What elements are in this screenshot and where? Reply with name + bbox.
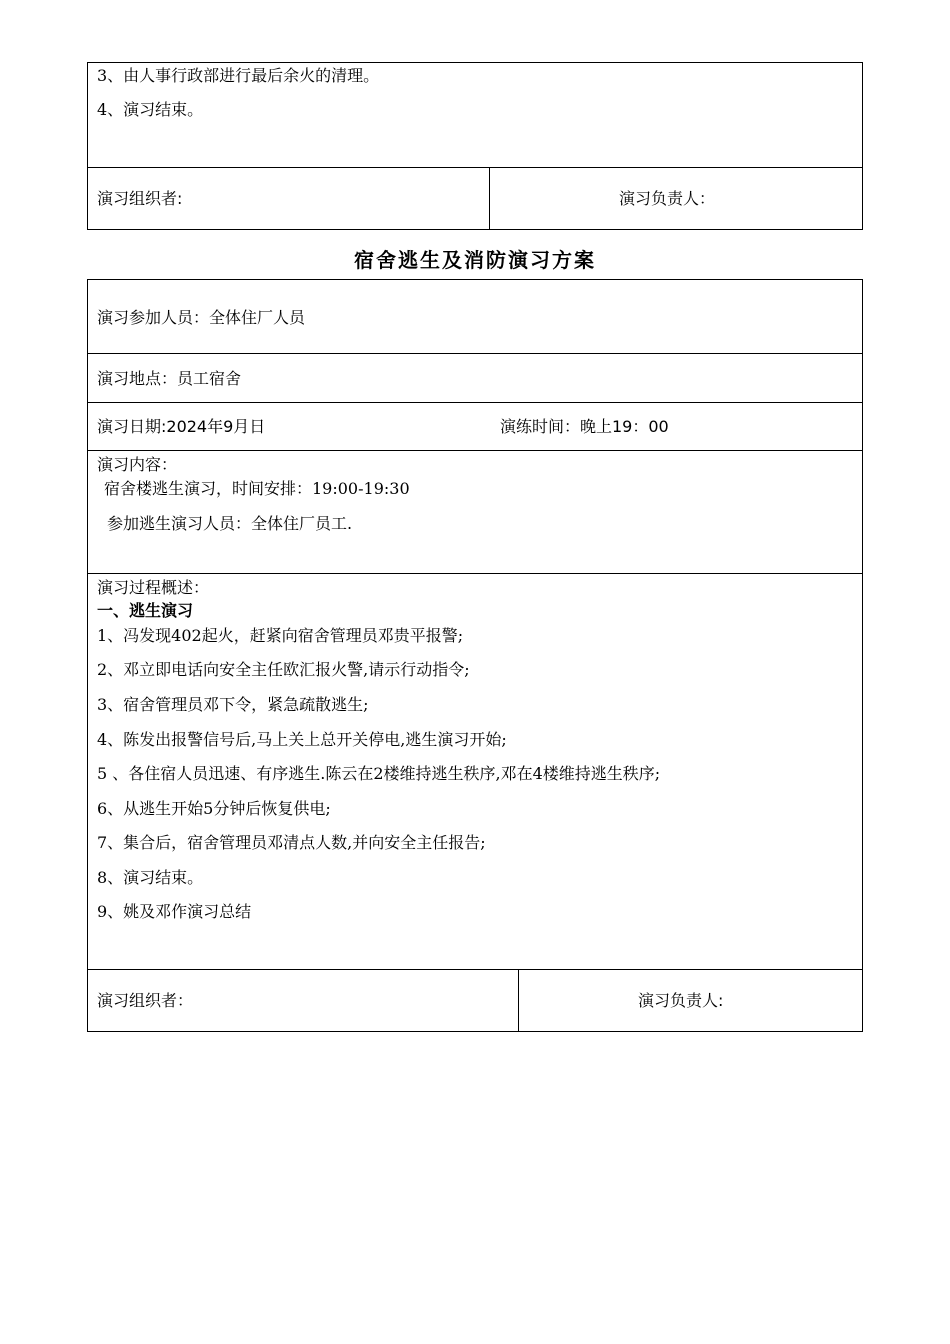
responsible-label: 演习负责人:: [638, 991, 724, 1010]
organizer-label: 演习组织者：: [97, 991, 194, 1010]
row-divider-3: [87, 450, 863, 451]
drill-time: 演练时间：晚上19：00: [500, 417, 669, 436]
process-step-5: 5 、各住宿人员迅速、有序逃生.陈云在2楼维持逃生秩序,邓在4楼维持逃生秩序;: [97, 764, 661, 783]
signature-divider: [518, 969, 519, 1031]
process-step-9: 9、姚及邓作演习总结: [97, 902, 252, 921]
process-label: 演习过程概述：: [97, 578, 210, 597]
row-divider-2: [87, 402, 863, 403]
top-step-3: 3、由人事行政部进行最后余火的清理。: [97, 66, 380, 85]
content-line-2: 参加逃生演习人员：全体住厂员工.: [107, 514, 353, 533]
page-title: 宿舍逃生及消防演习方案: [354, 248, 596, 272]
top-table-divider: [87, 167, 863, 168]
row-divider-1: [87, 353, 863, 354]
process-step-3: 3、宿舍管理员邓下令，紧急疏散逃生;: [97, 695, 369, 714]
row-divider-5: [87, 969, 863, 970]
top-table-signature-divider: [489, 167, 490, 229]
top-step-4: 4、演习结束。: [97, 100, 204, 119]
section-heading: 一、逃生演习: [97, 601, 194, 620]
process-step-8: 8、演习结束。: [97, 868, 204, 887]
location: 演习地点：员工宿舍: [97, 369, 242, 388]
process-step-4: 4、陈发出报警信号后,马上关上总开关停电,逃生演习开始;: [97, 730, 507, 749]
participants: 演习参加人员：全体住厂人员: [97, 308, 306, 327]
content-line-1: 宿舍楼逃生演习，时间安排：19:00-19:30: [104, 479, 410, 498]
process-step-6: 6、从逃生开始5分钟后恢复供电;: [97, 799, 331, 818]
process-step-1: 1、冯发现402起火，赶紧向宿舍管理员邓贵平报警;: [97, 626, 464, 645]
process-step-2: 2、邓立即电话向安全主任欧汇报火警,请示行动指令;: [97, 660, 470, 679]
top-responsible-label: 演习负责人：: [619, 189, 716, 208]
content-label: 演习内容：: [97, 455, 178, 474]
row-divider-4: [87, 573, 863, 574]
top-table: [87, 62, 863, 230]
top-organizer-label: 演习组织者:: [97, 189, 183, 208]
drill-date: 演习日期:2024年9月日: [97, 417, 266, 436]
process-step-7: 7、集合后，宿舍管理员邓清点人数,并向安全主任报告;: [97, 833, 486, 852]
